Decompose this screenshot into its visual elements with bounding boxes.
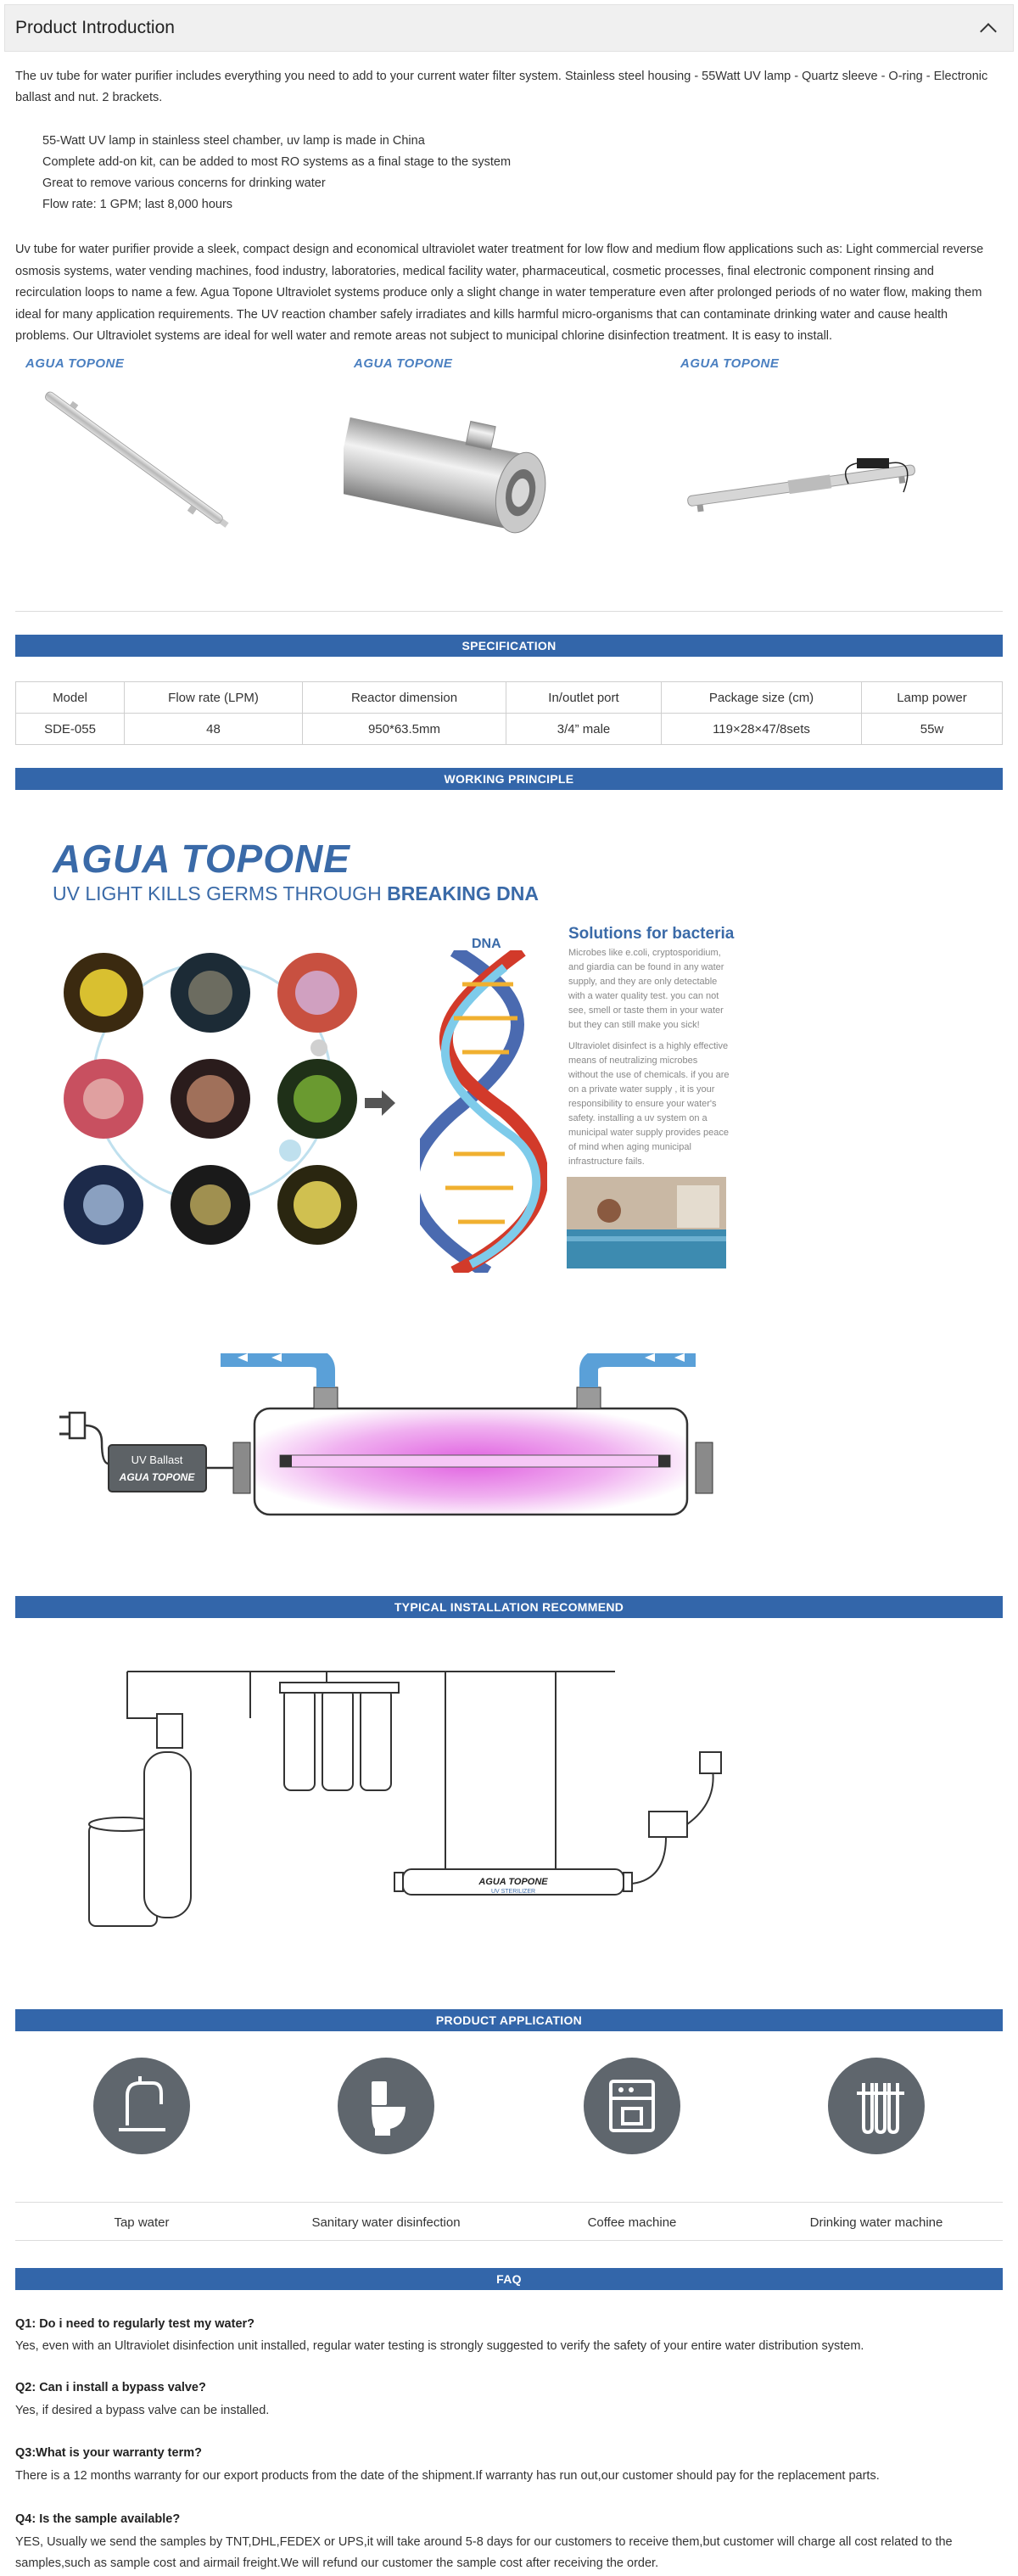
solutions-text: Microbes like e.coli, cryptosporidium, and giardia can be found in any water supply, and they are only detectable with a water quality test. you can not see, smell or taste them in your water but they can still make you sick! <box>568 948 724 1030</box>
application-label: Drinking water machine <box>809 2215 943 2230</box>
application-item <box>749 2058 1004 2154</box>
product-image-3 <box>670 356 959 585</box>
toilet-icon <box>338 2058 434 2154</box>
spec-table <box>15 681 1003 745</box>
faq-question: Q1: Do i need to regularly test my water? <box>15 2317 255 2331</box>
table-header-cell: In/outlet port <box>506 682 662 714</box>
installation-bar: TYPICAL INSTALLATION RECOMMEND <box>15 1596 1003 1618</box>
application-item <box>505 2058 759 2154</box>
unit-brand: AGUA TOPONE <box>478 1877 548 1887</box>
product-image-1 <box>15 356 304 585</box>
installation-diagram <box>72 1650 742 1930</box>
brand-logo: AGUA TOPONE <box>53 837 350 881</box>
chevron-up-icon[interactable] <box>980 23 997 40</box>
brand-logo: AGUA TOPONE <box>680 356 780 371</box>
divider <box>15 2202 1003 2203</box>
solutions-title: Solutions for bacteria <box>568 925 735 943</box>
application-bar: PRODUCT APPLICATION <box>15 2009 1003 2031</box>
table-header-cell: Flow rate (LPM) <box>125 682 303 714</box>
table-cell: 3/4” male <box>506 714 662 745</box>
dna-helix-graphic <box>420 950 547 1273</box>
list-item: Flow rate: 1 GPM; last 8,000 hours <box>42 198 233 211</box>
brand-logo: AGUA TOPONE <box>354 356 453 371</box>
working-principle-bar: WORKING PRINCIPLE <box>15 768 1003 790</box>
faucet-icon <box>93 2058 190 2154</box>
faq-question: Q4: Is the sample available? <box>15 2512 181 2526</box>
table-header-cell: Model <box>16 682 125 714</box>
table-cell: 48 <box>125 714 303 745</box>
list-item: Great to remove various concerns for drinking water <box>42 176 326 190</box>
table-cell: 950*63.5mm <box>303 714 506 745</box>
divider <box>15 2240 1003 2241</box>
uv-chamber-closeup-image <box>344 356 632 585</box>
section-header[interactable] <box>4 4 1014 52</box>
faq-question: Q2: Can i install a bypass valve? <box>15 2381 206 2394</box>
unit-sub: UV STERILIZER <box>490 1889 536 1895</box>
infographic-subtitle: UV LIGHT KILLS GERMS THROUGH BREAKING DNA <box>53 882 539 904</box>
product-image-2 <box>344 356 632 585</box>
arrow-right-icon <box>365 1090 399 1116</box>
ballast-label: UV Ballast <box>131 1453 183 1466</box>
dna-label: DNA <box>472 937 501 951</box>
brand-logo: AGUA TOPONE <box>25 356 125 371</box>
table-header-cell: Reactor dimension <box>303 682 506 714</box>
faq-bar: FAQ <box>15 2268 1003 2290</box>
uv-reactor-diagram <box>51 1353 730 1540</box>
list-item: Complete add-on kit, can be added to most RO systems as a final stage to the system <box>42 155 512 169</box>
application-item <box>259 2058 513 2154</box>
table-cell: SDE-055 <box>16 714 125 745</box>
table-cell: 55w <box>862 714 1003 745</box>
microbes-circle-graphic <box>51 942 373 1264</box>
intro-text: The uv tube for water purifier includes everything you need to add to your current water filter system. Stainless steel housing - 55Watt UV lamp - Quartz sleeve - O-ring - Electronic ballast and nut. 2 brackets. <box>15 70 988 104</box>
application-label: Coffee machine <box>587 2215 677 2230</box>
table-row <box>16 714 1003 745</box>
uv-system-kit-image <box>670 356 959 585</box>
table-cell: 119×28×47/8sets <box>662 714 862 745</box>
coffee-machine-icon <box>584 2058 680 2154</box>
faq-answer: YES, Usually we send the samples by TNT,DHL,FEDEX or UPS,it will take around 5-8 days for our customers to receive them,but customer will charge all cost related to the samples,such as sample cost and airmail freight.We will refund our customer the sample cost after receiving the order. <box>15 2535 953 2570</box>
specification-bar: SPECIFICATION <box>15 635 1003 657</box>
divider <box>15 611 1003 612</box>
list-item: 55-Watt UV lamp in stainless steel chamber, uv lamp is made in China <box>42 134 425 148</box>
section-title: Product Introduction <box>15 18 175 37</box>
faq-answer: Yes, even with an Ultraviolet disinfection unit installed, regular water testing is strongly suggested to verify the safety of your entire water distribution system. <box>15 2339 864 2353</box>
pool-photo <box>567 1177 726 1268</box>
table-header-cell: Package size (cm) <box>662 682 862 714</box>
application-label: Tap water <box>114 2215 170 2230</box>
description-text: Uv tube for water purifier provide a sleek, compact design and economical ultraviolet water treatment for low flow and medium flow applications such as: Light commercial reverse osmosis systems, water vending machines, food industry, laboratories, medical facility water, pharmaceutical, cosmetic processes, final electronic component rinsing and recirculation loops to name a few. Agua Topone Ultraviolet systems produce only a slight change in water temperature even after prolonged periods of no water flow, making them ideal for many application requirements. The UV reaction chamber safely irradiates and kills harmful micro-organisms that can contaminate drinking water and cause health problems. Our Ultraviolet systems are ideal for well water and remote areas not subject to municipal chlorine disinfection treatment. It is easy to install. <box>15 243 984 343</box>
faq-answer: Yes, if desired a bypass valve can be installed. <box>15 2404 270 2417</box>
table-header-row <box>16 682 1003 714</box>
faq-question: Q3:What is your warranty term? <box>15 2446 202 2460</box>
application-item <box>14 2058 269 2154</box>
faq-answer: There is a 12 months warranty for our export products from the date of the shipment.If warranty has run out,our customer should pay for the replacement parts. <box>15 2469 880 2483</box>
uv-tube-diagonal-image <box>15 356 304 585</box>
application-label: Sanitary water disinfection <box>311 2215 461 2230</box>
solutions-text: Ultraviolet disinfect is a highly effective means of neutralizing microbes without the use of chemicals. if you are on a private water supply , it is your responsibility to ensure your water's safety. installing a uv system on a municipal water supply provides peace of mind when aging municipal infrastructure fails. <box>568 1041 730 1167</box>
test-tubes-icon <box>828 2058 925 2154</box>
ballast-brand: AGUA TOPONE <box>119 1471 195 1483</box>
table-header-cell: Lamp power <box>862 682 1003 714</box>
feature-list <box>42 131 511 216</box>
